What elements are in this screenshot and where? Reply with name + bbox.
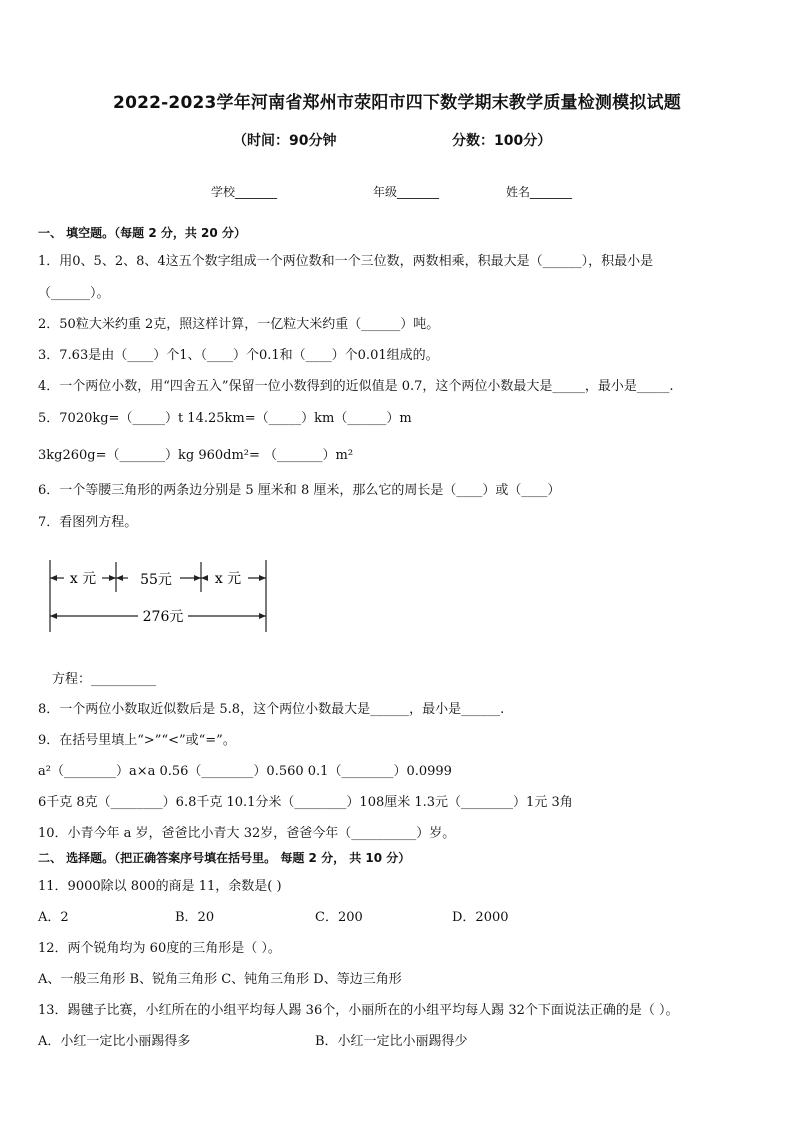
section-fill-blank-heading: 一、 填空题。（每题 2 分，共 20 分） <box>38 226 246 240</box>
question-13: 13．踢毽子比赛，小红所在的小组平均每人踢 36个，小丽所在的小组平均每人踢 32个下面说法正确的是（ ）。 <box>38 1003 679 1018</box>
question-9: 9．在括号里填上“>”“<”或“=”。 <box>38 733 236 748</box>
question-9-row-1: a²（________）a×a 0.56（________）0.560 0.1（________）0.0999 <box>38 764 452 779</box>
name-field: 姓名_______ <box>506 185 573 199</box>
q11-option-c: C．200 <box>315 910 363 925</box>
q11-option-d: D．2000 <box>452 910 509 925</box>
q11-option-a: A．2 <box>38 910 69 925</box>
question-8: 8．一个两位小数取近似数后是 5.8，这个两位小数最大是______，最小是______. <box>38 702 505 717</box>
question-6: 6．一个等腰三角形的两条边分别是 5 厘米和 8 厘米，那么它的周长是（____）或（____） <box>38 483 561 498</box>
question-4: 4．一个两位小数，用“四舍五入”保留一位小数得到的近似值是 0.7，这个两位小数最大是_____，最小是_____. <box>38 379 674 394</box>
total-score: 分数：100分） <box>452 133 552 149</box>
q11-option-b: B．20 <box>175 910 215 925</box>
question-11: 11．9000除以 800的商是 11，余数是( ) <box>38 879 282 894</box>
question-5: 5．7020kg=（_____）t 14.25km=（_____）km（______）m <box>38 411 412 426</box>
segment-label-x1: x 元 <box>69 571 97 587</box>
question-9-row-2: 6千克 8克（________）6.8千克 10.1分米（________）108厘米 1.3元（________）1元 3角 <box>38 795 573 810</box>
section-choice-heading: 二、 选择题。（把正确答案序号填在括号里。 每题 2 分， 共 10 分） <box>38 851 411 865</box>
equation-answer-blank: 方程：__________ <box>52 672 157 687</box>
segment-label-x2: x 元 <box>214 571 242 587</box>
time-limit: （时间：90分钟 <box>233 133 337 149</box>
q13-option-b: B．小红一定比小丽踢得少 <box>315 1034 468 1049</box>
segment-label-55: 55元 <box>140 572 172 588</box>
grade-field: 年级_______ <box>373 185 440 199</box>
question-5-cont: 3kg260g=（_______）kg 960dm²= （_______）m² <box>38 448 354 463</box>
school-field: 学校_______ <box>211 185 278 199</box>
question-1: 1．用0、5、2、8、4这五个数字组成一个两位数和一个三位数，两数相乘，积最大是（______），积最小是 <box>38 254 654 269</box>
exam-title: 2022-2023学年河南省郑州市荥阳市四下数学期末教学质量检测模拟试题 <box>113 93 681 113</box>
question-7: 7．看图列方程。 <box>38 515 138 530</box>
question-3: 3．7.63是由（____）个1、（____）个0.1和（____）个0.01组成的。 <box>38 348 439 363</box>
total-label: 276元 <box>142 609 184 625</box>
question-1-cont: （______）。 <box>38 286 110 301</box>
line-segment-diagram <box>46 556 276 636</box>
q13-option-a: A．小红一定比小丽踢得多 <box>38 1034 191 1049</box>
question-2: 2．50粒大米约重 2克，照这样计算，一亿粒大米约重（______）吨。 <box>38 317 440 332</box>
question-12: 12．两个锐角均为 60度的三角形是（ ）。 <box>38 941 281 956</box>
q12-options: A、一般三角形 B、锐角三角形 C、钝角三角形 D、等边三角形 <box>38 972 402 987</box>
question-10: 10．小青今年 a 岁，爸爸比小青大 32岁，爸爸今年（__________）岁。 <box>38 826 456 841</box>
